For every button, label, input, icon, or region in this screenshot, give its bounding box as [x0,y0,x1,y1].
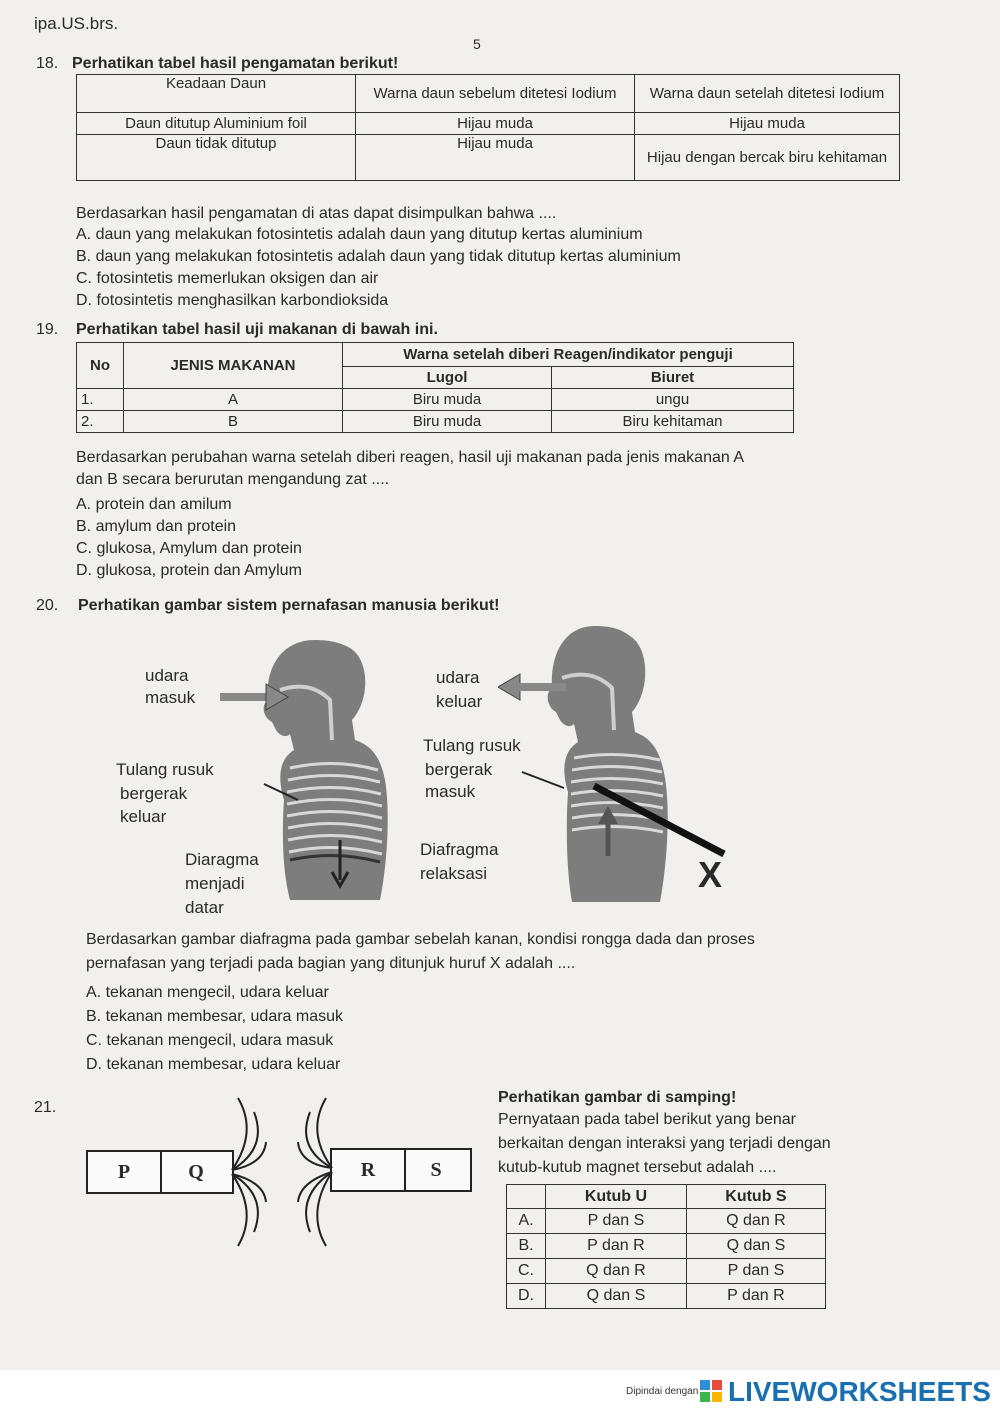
rib-out-pointer [262,780,302,804]
inhale-body-silhouette [264,640,388,900]
q19-col-food: JENIS MAKANAN [124,343,343,389]
q21-row-c-opt: C. [507,1259,546,1284]
footer-scan-text: Dipindai dengan [626,1386,699,1397]
label-udara-keluar-1: udara [436,668,480,687]
q19-row1-biuret: ungu [552,389,794,411]
label-diafragma-1: Diafragma [420,840,499,859]
q20-prompt: Perhatikan gambar sistem pernafasan manusia berikut! [78,597,500,614]
q19-row1-food: A [124,389,343,411]
x-pointer-line [590,780,730,860]
q20-option-a: A. tekanan mengecil, udara keluar [86,984,329,1001]
liveworksheets-logo-icon [700,1380,724,1404]
q18-question: Berdasarkan hasil pengamatan di atas dapat disimpulkan bahwa .... [76,205,557,222]
air-in-arrow [220,682,290,712]
q21-row-b-u: P dan R [546,1234,687,1259]
air-out-arrow [498,672,568,702]
q19-prompt: Perhatikan tabel hasil uji makanan di bawah ini. [76,321,438,338]
q19-row1-lugol: Biru muda [343,389,552,411]
magnet-pole-s: S [430,1159,442,1181]
q19-row1-no: 1. [77,389,124,411]
q20-number: 20. [36,597,59,614]
q21-row-a-s: Q dan R [686,1209,825,1234]
q19-col-no: No [77,343,124,389]
magnet-pole-p: P [88,1152,162,1192]
footer-bar [0,1370,1000,1413]
q21-row-c-u: Q dan R [546,1259,687,1284]
label-udara-keluar-2: keluar [436,692,483,711]
q21-table [506,1184,826,1309]
label-tulang-masuk-2: bergerak [425,760,493,779]
footer-brand[interactable]: LIVEWORKSHEETS [728,1376,991,1407]
q20-option-c: C. tekanan mengecil, udara masuk [86,1032,334,1049]
label-tulang-masuk-1: Tulang rusuk [423,736,521,755]
q19-option-b: B. amylum dan protein [76,518,237,535]
q19-row2-biuret: Biru kehitaman [552,411,794,433]
rib-in-pointer [520,768,570,792]
q21-row-c-s: P dan S [686,1259,825,1284]
q19-row2-lugol: Biru muda [343,411,552,433]
label-tulang-keluar-3: keluar [120,807,167,826]
q18-row1-cell2: Hijau muda [356,113,635,135]
q21-prompt: Perhatikan gambar di samping! [498,1089,737,1106]
q18-option-a: A. daun yang melakukan fotosintetis adalah daun yang ditutup kertas aluminium [76,226,643,243]
magnetic-field-lines [228,1092,338,1252]
q18-option-c: C. fotosintetis memerlukan oksigen dan air [76,270,379,287]
q21-text-line1: Pernyataan pada tabel berikut yang benar [498,1111,796,1128]
marker-x: X [698,854,723,895]
q21-row-b-s: Q dan S [686,1234,825,1259]
label-tulang-masuk-3: masuk [425,782,476,801]
q19-table [76,342,794,433]
q21-col-s: Kutub S [686,1185,825,1209]
q18-prompt: Perhatikan tabel hasil pengamatan berikut! [72,55,399,72]
q19-col-biuret: Biuret [552,367,794,389]
magnet-right [330,1148,472,1192]
label-tulang-keluar-1: Tulang rusuk [116,760,214,779]
q19-question-line2: dan B secara berurutan mengandung zat .... [76,471,390,488]
q20-option-d: D. tekanan membesar, udara keluar [86,1056,341,1073]
label-diaragma-3: datar [185,898,224,917]
q21-row-d-s: P dan R [686,1284,825,1309]
q21-row-a-u: P dan S [546,1209,687,1234]
exhale-body-silhouette [548,626,668,902]
q19-row2-no: 2. [77,411,124,433]
q21-row-a-opt: A. [507,1209,546,1234]
q21-text-line3: kutub-kutub magnet tersebut adalah .... [498,1159,777,1176]
magnet-pole-r: R [332,1150,406,1190]
q21-row-b-opt: B. [507,1234,546,1259]
label-diaragma-2: menjadi [185,874,245,893]
q18-number: 18. [36,55,59,72]
q20-question-line1: Berdasarkan gambar diafragma pada gambar sebelah kanan, kondisi rongga dada dan proses [86,931,755,948]
label-udara-masuk-1: udara [145,666,189,685]
label-tulang-keluar-2: bergerak [120,784,188,803]
q20-option-b: B. tekanan membesar, udara masuk [86,1008,344,1025]
label-udara-masuk-2: masuk [145,688,196,707]
q19-option-c: C. glukosa, Amylum dan protein [76,540,302,557]
magnet-left [86,1150,234,1194]
q19-number: 19. [36,321,59,338]
q21-row-d-u: Q dan S [546,1284,687,1309]
q18-option-d: D. fotosintetis menghasilkan karbondioksida [76,292,389,309]
q18-row1-cell3: Hijau muda [635,113,900,135]
q19-question-line1: Berdasarkan perubahan warna setelah diberi reagen, hasil uji makanan pada jenis makanan A [76,449,744,466]
header-label: ipa.US.brs. [34,14,119,33]
q18-option-b: B. daun yang melakukan fotosintetis adalah daun yang tidak ditutup kertas aluminium [76,248,681,265]
q19-option-a: A. protein dan amilum [76,496,232,513]
label-diaragma-1: Diaragma [185,850,259,869]
q18-table [76,74,900,181]
q21-text-line2: berkaitan dengan interaksi yang terjadi dengan [498,1135,831,1152]
q21-number: 21. [34,1099,57,1116]
q19-row2-food: B [124,411,343,433]
q18-header-3: Warna daun setelah ditetesi Iodium [635,75,900,113]
exhale-figure [520,618,723,908]
q19-col-lugol: Lugol [343,367,552,389]
page-number: 5 [473,36,481,52]
magnet-pole-q: Q [188,1161,204,1183]
q18-header-1: Keadaan Daun [77,75,356,113]
q18-row2-cell1: Daun tidak ditutup [77,135,356,181]
q21-row-d-opt: D. [507,1284,546,1309]
q18-row1-cell1: Daun ditutup Aluminium foil [77,113,356,135]
q18-row2-cell2: Hijau muda [356,135,635,181]
q18-row2-cell3: Hijau dengan bercak biru kehitaman [635,135,900,181]
q18-header-2: Warna daun sebelum ditetesi Iodium [356,75,635,113]
q20-question-line2: pernafasan yang terjadi pada bagian yang ditunjuk huruf X adalah .... [86,955,576,972]
q19-col-group: Warna setelah diberi Reagen/indikator penguji [343,343,794,367]
label-diafragma-2: relaksasi [420,864,488,883]
q21-col-u: Kutub U [546,1185,687,1209]
q19-option-d: D. glukosa, protein dan Amylum [76,562,302,579]
